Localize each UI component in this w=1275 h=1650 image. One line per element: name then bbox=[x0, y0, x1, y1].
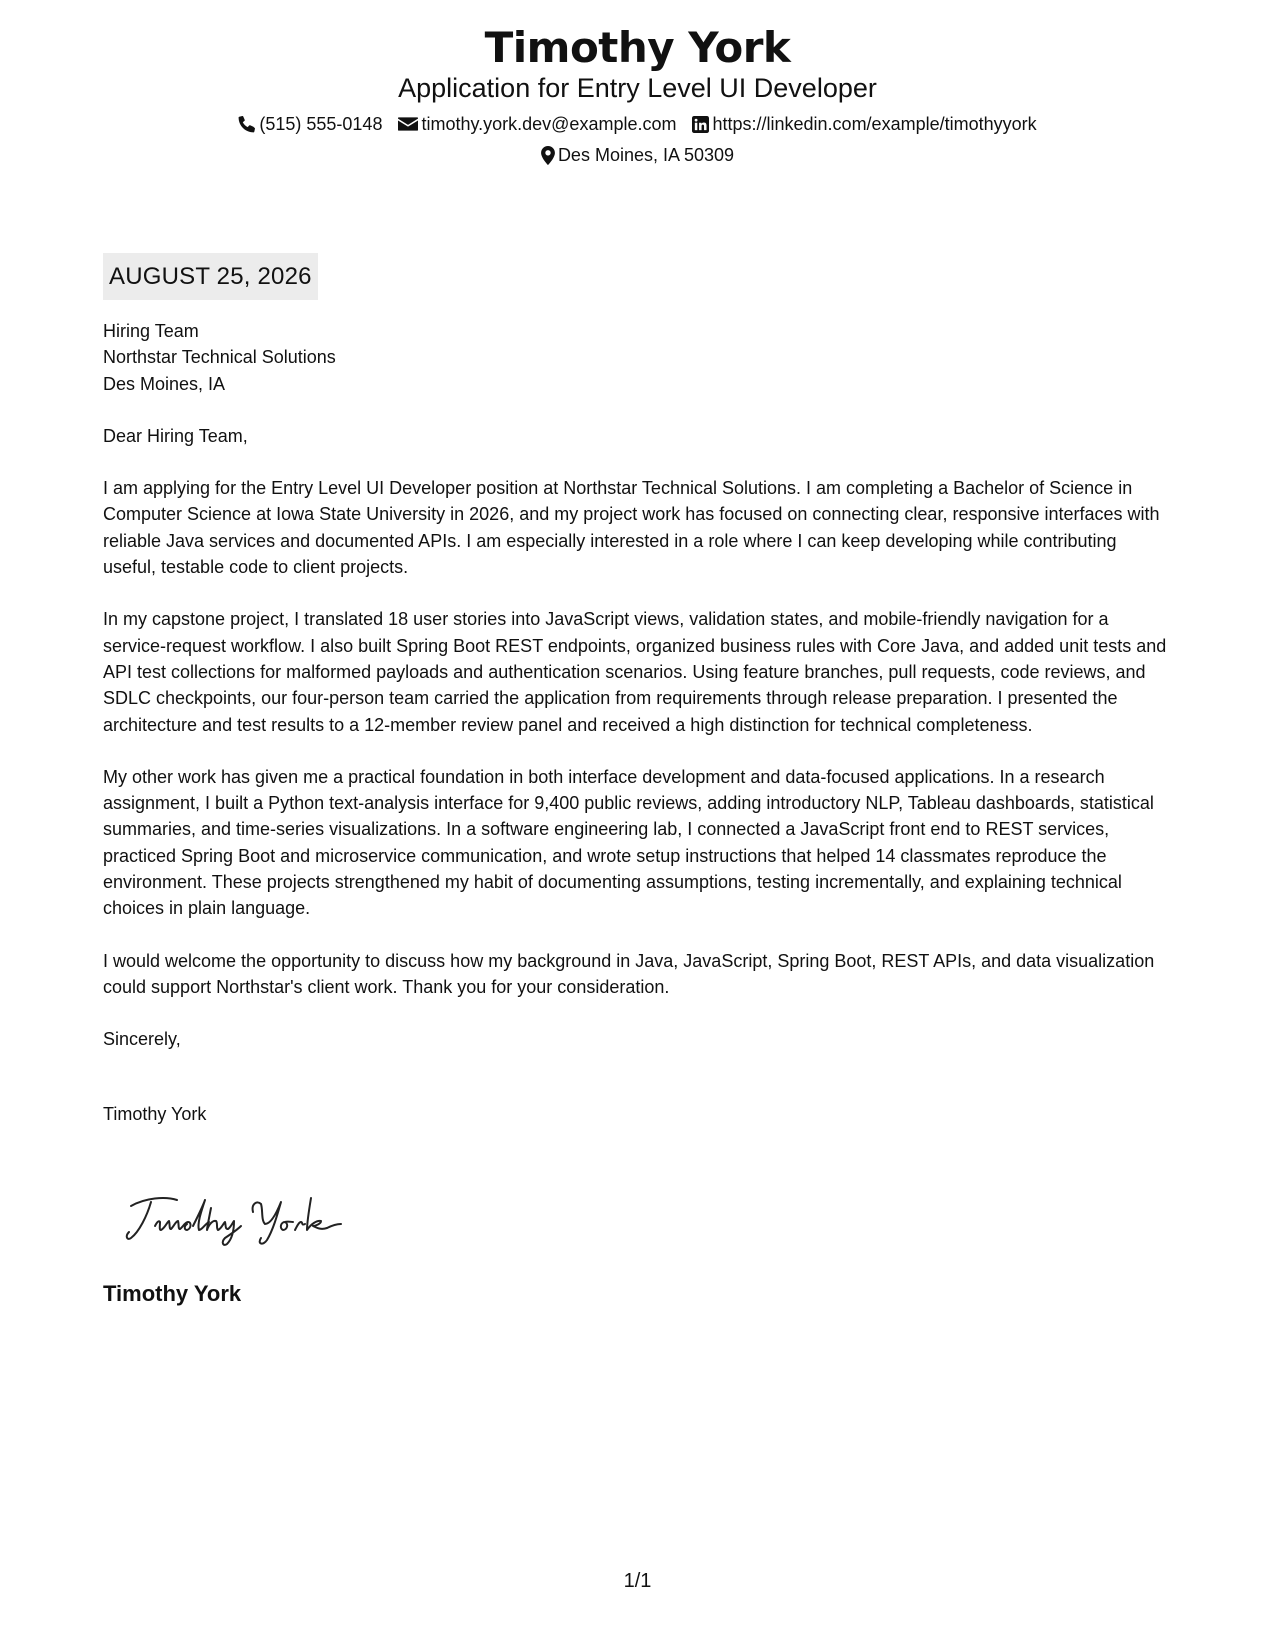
letter-header bbox=[0, 22, 1275, 167]
body-paragraph: I would welcome the opportunity to discuss how my background in Java, JavaScript, Spring Boot, REST APIs, and data visualization could support Northstar's client work. Thank you for your consideration. bbox=[103, 950, 1155, 997]
location-row bbox=[0, 143, 1275, 167]
recipient-line: Des Moines, IA bbox=[103, 373, 226, 394]
body-paragraph: I am applying for the Entry Level UI Developer position at Northstar Technical Solutions. I am completing a Bachelor of Science in Computer Science at Iowa State University in 2026, and my project work has focused on connecting clear, responsive interfaces with reliable Java services and documented APIs. I am especially interested in a role where I can keep developing while contributing useful, testable code to client projects. bbox=[103, 478, 1160, 578]
map-marker-icon bbox=[541, 146, 555, 165]
phone-icon bbox=[238, 115, 256, 133]
contact-phone bbox=[238, 112, 382, 136]
contact-email bbox=[398, 112, 676, 136]
letter-body bbox=[103, 318, 1173, 1127]
contact-row bbox=[0, 112, 1275, 136]
recipient-line: Hiring Team bbox=[103, 321, 199, 341]
body-paragraph: In my capstone project, I translated 18 user stories into JavaScript views, validation states, and mobile-friendly navigation for a service-request workflow. I also built Spring Boot REST endpoints, organized business rules with Core Java, and added unit tests and API test collections for malformed payloads and authentication scenarios. Using feature branches, pull requests, code reviews, and SDLC checkpoints, our four-person team carried the application from requirements through release preparation. I presented the architecture and test results to a 12-member review panel and received a high distinction for technical completeness. bbox=[103, 609, 1167, 735]
typed-name: Timothy York bbox=[103, 1103, 207, 1124]
application-title: Application for Entry Level UI Developer bbox=[398, 73, 877, 103]
linkedin-icon bbox=[692, 116, 709, 133]
salutation: Dear Hiring Team, bbox=[103, 425, 248, 446]
applicant-name: Timothy York bbox=[484, 23, 791, 72]
contact-linkedin bbox=[692, 112, 1036, 136]
envelope-icon bbox=[398, 116, 418, 132]
recipient-line: Northstar Technical Solutions bbox=[103, 347, 336, 368]
location-text: Des Moines, IA 50309 bbox=[557, 145, 735, 165]
contact-location bbox=[541, 143, 734, 167]
letter-date: AUGUST 25, 2026 bbox=[103, 253, 318, 300]
email-link[interactable]: timothy.york.dev@example.com bbox=[421, 114, 677, 134]
body-paragraph: My other work has given me a practical foundation in both interface development and data-focused applications. In a research assignment, I built a Python text-analysis interface for 9,400 public reviews, adding introductory NLP, Tableau dashboards, statistical summaries, and time-series visualizations. In a software engineering lab, I connected a JavaScript front end to REST services, practiced Spring Boot and microservice communication, and wrote setup instructions that helped 14 classmates reproduce the environment. These projects strengthened my habit of documenting assumptions, testing incrementally, and explaining technical choices in plain language. bbox=[103, 766, 1154, 919]
handwritten-signature bbox=[125, 1188, 355, 1250]
phone-text: (515) 555-0148 bbox=[259, 114, 383, 134]
closing: Sincerely, bbox=[103, 1029, 181, 1050]
recipient-address bbox=[103, 318, 1173, 397]
printed-name: Timothy York bbox=[103, 1281, 242, 1306]
page-number: 1/1 bbox=[623, 1570, 652, 1592]
linkedin-link[interactable]: https://linkedin.com/example/timothyyork bbox=[712, 114, 1037, 134]
